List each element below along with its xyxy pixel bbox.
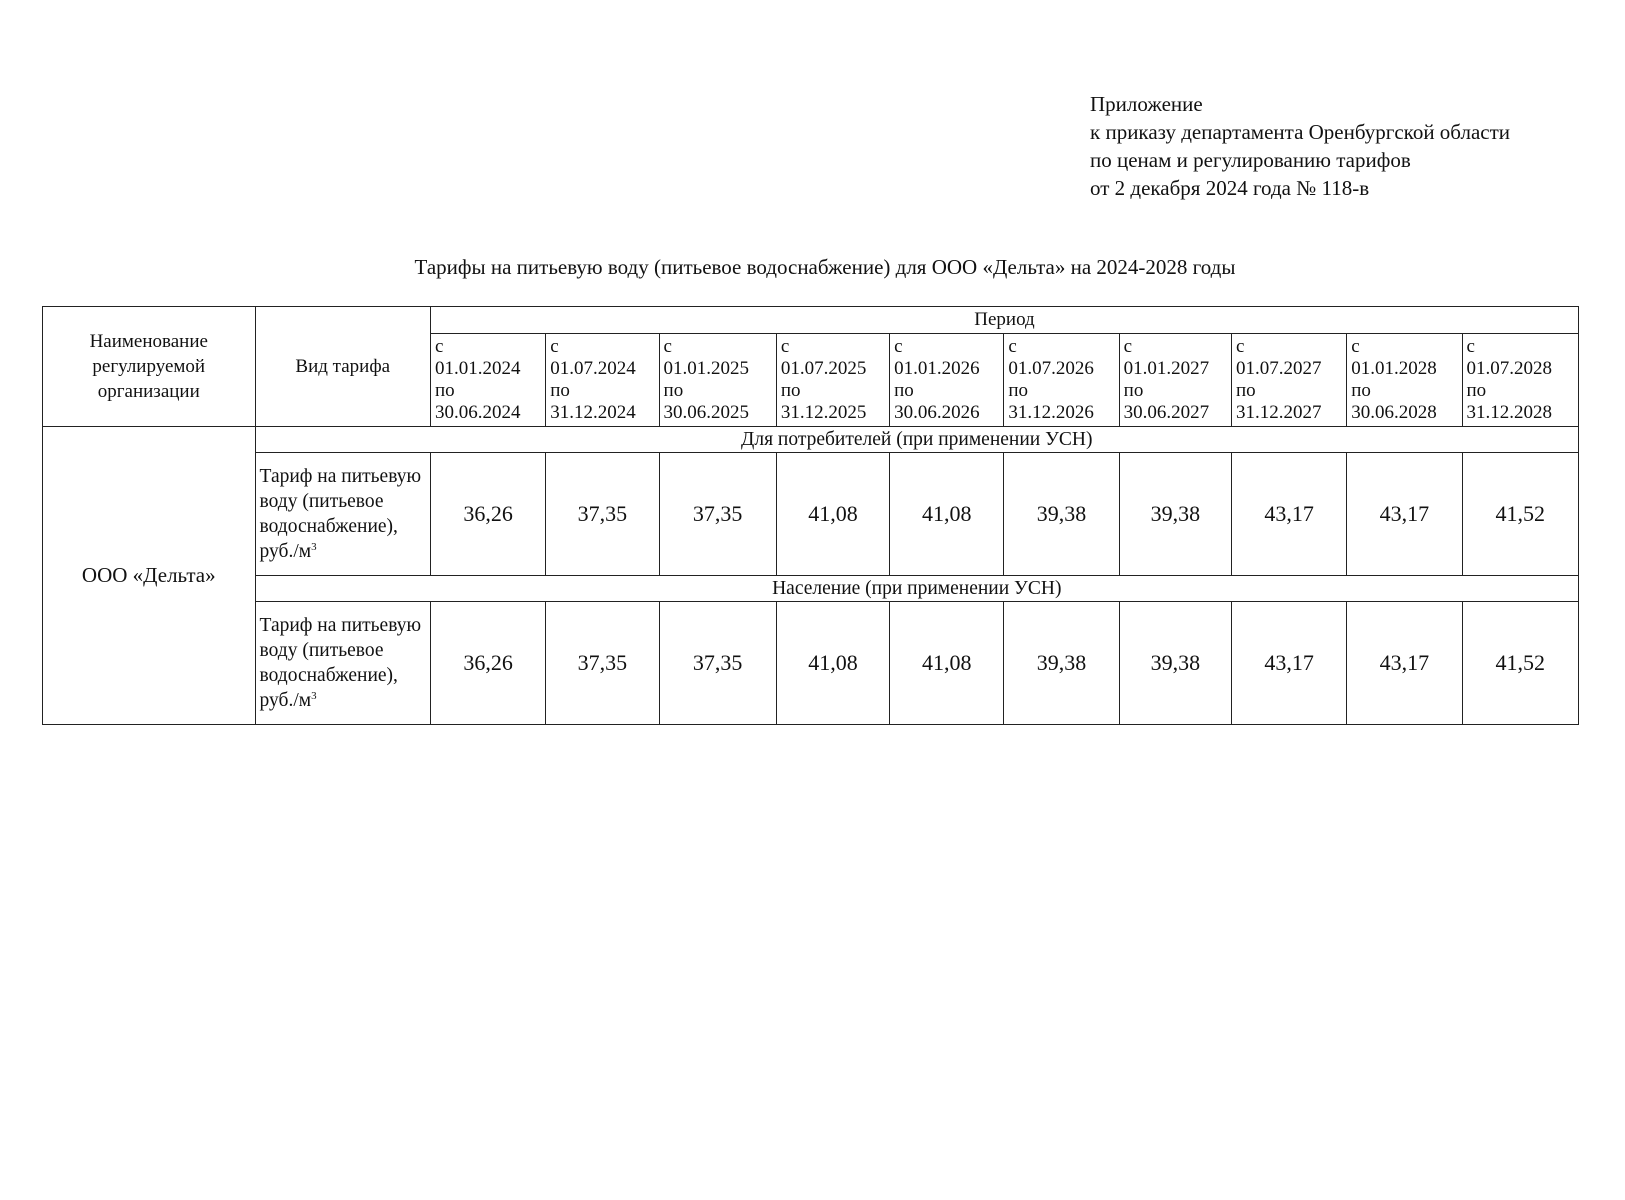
period-to: 30.06.2028	[1351, 402, 1437, 423]
unit-superscript: 3	[311, 690, 317, 702]
period-c: с	[1008, 336, 1017, 357]
period-po: по	[1123, 380, 1144, 401]
period-header-7	[1119, 334, 1231, 427]
tariff-table-body	[43, 427, 1579, 725]
table-row	[43, 602, 1579, 725]
tariff-name-cell	[255, 453, 430, 576]
period-header-9	[1347, 334, 1462, 427]
tariff-name-cell	[255, 602, 430, 725]
period-from: 01.01.2027	[1123, 358, 1210, 379]
tariff-table	[42, 306, 1579, 725]
tariff-value: 41,08	[776, 453, 889, 576]
period-header-3	[659, 334, 776, 427]
tariff-value: 36,26	[430, 602, 545, 725]
section-label-row	[43, 427, 1579, 453]
period-to: 30.06.2025	[663, 402, 750, 423]
period-po: по	[1351, 380, 1371, 401]
tariff-value: 43,17	[1231, 602, 1346, 725]
period-from: 01.01.2026	[894, 358, 980, 379]
tariff-value: 39,38	[1004, 602, 1119, 725]
tariff-value: 41,52	[1462, 453, 1578, 576]
appendix-line-4: от 2 декабря 2024 года № 118-в	[1090, 176, 1370, 200]
tariff-value: 37,35	[546, 453, 659, 576]
period-c: с	[1351, 336, 1360, 357]
period-from: 01.07.2024	[550, 358, 636, 379]
document-title: Тарифы на питьевую воду (питьевое водоснабжение) для ООО «Дельта» на 2024-2028 годы	[414, 255, 1236, 279]
period-to: 30.06.2024	[434, 402, 521, 423]
table-row	[43, 453, 1579, 576]
tariff-value: 43,17	[1231, 453, 1346, 576]
period-c: с	[780, 336, 790, 357]
period-po: по	[894, 380, 914, 401]
period-header-6	[1004, 334, 1119, 427]
period-po: по	[663, 380, 684, 401]
appendix-header	[1090, 90, 1510, 202]
tariff-value: 43,17	[1347, 602, 1462, 725]
tariff-value: 37,35	[546, 602, 659, 725]
period-from: 01.01.2025	[663, 358, 750, 379]
period-c: с	[1123, 336, 1133, 357]
period-from: 01.07.2025	[780, 358, 867, 379]
period-header-10	[1462, 334, 1578, 427]
period-to: 31.12.2028	[1466, 402, 1553, 423]
period-from: 01.01.2028	[1351, 358, 1437, 379]
tariff-value: 37,35	[659, 602, 776, 725]
period-header-5	[890, 334, 1004, 427]
period-po: по	[1466, 380, 1487, 401]
period-to: 30.06.2026	[894, 402, 980, 423]
period-from: 01.07.2028	[1466, 358, 1553, 379]
period-to: 31.12.2025	[780, 402, 867, 423]
period-c: с	[663, 336, 672, 357]
period-c: с	[1235, 336, 1245, 357]
period-header-8	[1231, 334, 1346, 427]
section-label-row	[43, 576, 1579, 602]
period-to: 30.06.2027	[1123, 402, 1210, 423]
tariff-value: 39,38	[1119, 602, 1231, 725]
tariff-value: 39,38	[1119, 453, 1231, 576]
period-to: 31.12.2027	[1235, 402, 1322, 423]
period-c: с	[550, 336, 559, 357]
period-po: по	[434, 380, 455, 401]
section-label: Для потребителей (при применении УСН)	[255, 427, 1578, 453]
tariff-value: 39,38	[1004, 453, 1119, 576]
period-c: с	[894, 336, 903, 357]
period-header-2	[546, 334, 659, 427]
header-period: Период	[430, 307, 1578, 334]
appendix-line-2: к приказу департамента Оренбургской области	[1090, 120, 1510, 144]
header-org-name: Наименование регулируемой организации	[43, 307, 256, 427]
period-po: по	[780, 380, 801, 401]
period-po: по	[1235, 380, 1256, 401]
tariff-value: 41,52	[1462, 602, 1578, 725]
period-header-4	[776, 334, 889, 427]
period-po: по	[550, 380, 570, 401]
period-c: с	[1466, 336, 1475, 357]
period-po: по	[1008, 380, 1029, 401]
org-name-cell: ООО «Дельта»	[43, 427, 256, 725]
section-label: Население (при применении УСН)	[255, 576, 1578, 602]
period-from: 01.01.2024	[434, 358, 521, 379]
period-c: с	[434, 336, 444, 357]
tariff-value: 43,17	[1347, 453, 1462, 576]
period-from: 01.07.2026	[1008, 358, 1094, 379]
period-to: 31.12.2026	[1008, 402, 1094, 423]
period-from: 01.07.2027	[1235, 358, 1322, 379]
appendix-line-1: Приложение	[1090, 92, 1203, 116]
period-to: 31.12.2024	[550, 402, 636, 423]
header-tariff-type: Вид тарифа	[255, 307, 430, 427]
period-header-1	[430, 334, 545, 427]
tariff-value: 41,08	[776, 602, 889, 725]
tariff-name-text: Тариф на питьевую воду (питьевое водоснабжение), руб./м	[259, 466, 422, 562]
tariff-value: 37,35	[659, 453, 776, 576]
tariff-name-text: Тариф на питьевую воду (питьевое водоснабжение), руб./м	[259, 615, 422, 711]
tariff-value: 41,08	[890, 602, 1004, 725]
unit-superscript: 3	[311, 541, 317, 553]
header-row-top	[43, 307, 1579, 334]
appendix-line-3: по ценам и регулированию тарифов	[1090, 148, 1411, 172]
tariff-value: 36,26	[430, 453, 545, 576]
tariff-value: 41,08	[890, 453, 1004, 576]
